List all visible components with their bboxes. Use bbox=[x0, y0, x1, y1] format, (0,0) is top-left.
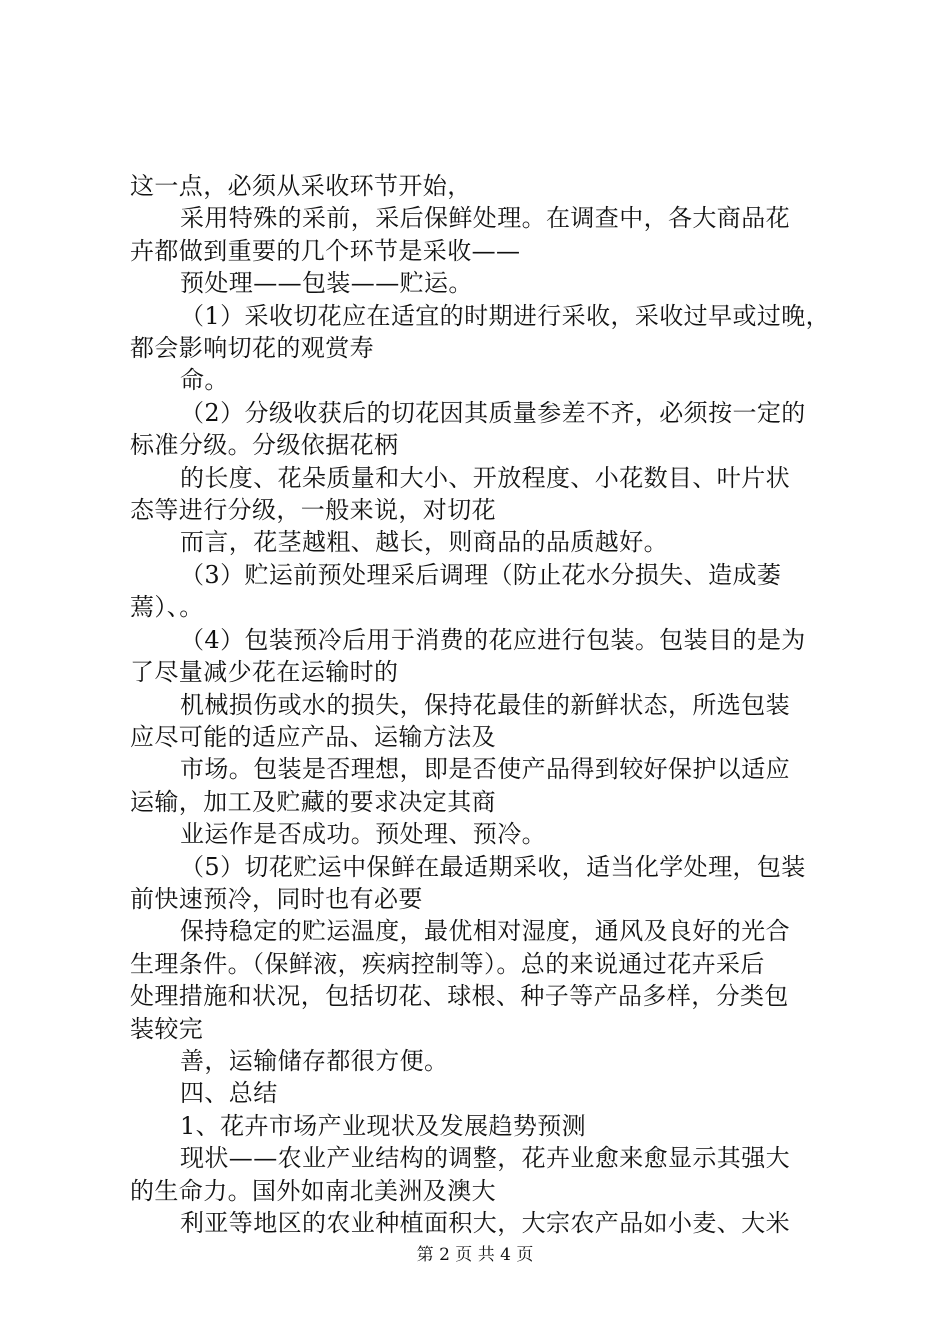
text-line: 蔫）、。 bbox=[130, 593, 204, 622]
text-line: 处理措施和状况，包括切花、球根、种子等产品多样，分类包 bbox=[130, 982, 789, 1011]
text-line: 善，运输储存都很方便。 bbox=[180, 1046, 449, 1075]
text-line: 命。 bbox=[180, 366, 229, 395]
text-line: （3）贮运前预处理采后调理（防止花水分损失、造成萎 bbox=[180, 560, 782, 589]
page-footer: 第 2 页 共 4 页 bbox=[416, 1245, 534, 1265]
text-line: 生理条件。（保鲜液，疾病控制等）。总的来说通过花卉采后 bbox=[130, 949, 765, 978]
text-line: 市场。包装是否理想，即是否使产品得到较好保护以适应 bbox=[180, 755, 790, 784]
text-line: （1）采收切花应在适宜的时期进行采收，采收过早或过晚， bbox=[180, 301, 831, 330]
text-line: 业运作是否成功。预处理、预冷。 bbox=[180, 820, 546, 849]
text-line: 四、总结 bbox=[180, 1079, 278, 1108]
text-line: 前快速预冷，同时也有必要 bbox=[130, 884, 423, 913]
text-line: （4）包装预冷后用于消费的花应进行包装。包装目的是为 bbox=[180, 625, 806, 654]
text-line: 标准分级。分级依据花柄 bbox=[130, 431, 399, 460]
text-line: 应尽可能的适应产品、运输方法及 bbox=[130, 722, 496, 751]
text-line: 采用特殊的采前，采后保鲜处理。在调查中，各大商品花 bbox=[180, 204, 790, 233]
text-line: 装较完 bbox=[130, 1014, 204, 1043]
text-line: 了尽量减少花在运输时的 bbox=[130, 658, 399, 687]
text-line: 这一点，必须从采收环节开始， bbox=[130, 172, 472, 200]
text-line: 现状——农业产业结构的调整，花卉业愈来愈显示其强大 bbox=[180, 1144, 790, 1173]
text-line: （5）切花贮运中保鲜在最适期采收，适当化学处理，包装 bbox=[180, 852, 806, 881]
document-body bbox=[130, 170, 835, 1239]
text-line: 态等进行分级，一般来说，对切花 bbox=[130, 496, 496, 525]
text-line: 保持稳定的贮运温度，最优相对湿度，通风及良好的光合 bbox=[180, 917, 790, 946]
text-line: 而言，花茎越粗、越长，则商品的品质越好。 bbox=[180, 528, 668, 557]
text-line: 1、花卉市场产业现状及发展趋势预测 bbox=[180, 1111, 587, 1140]
text-line: 都会影响切花的观赏寿 bbox=[130, 334, 374, 363]
text-line: （2）分级收获后的切花因其质量参差不齐，必须按一定的 bbox=[180, 398, 806, 427]
text-line: 的长度、花朵质量和大小、开放程度、小花数目、叶片状 bbox=[180, 463, 790, 492]
text-line: 机械损伤或水的损失，保持花最佳的新鲜状态，所选包装 bbox=[180, 690, 790, 719]
text-line: 运输，加工及贮藏的要求决定其商 bbox=[130, 787, 496, 816]
text-line: 预处理——包装——贮运。 bbox=[180, 269, 473, 298]
text-line: 利亚等地区的农业种植面积大，大宗农产品如小麦、大米 bbox=[180, 1209, 790, 1237]
text-line: 的生命力。国外如南北美洲及澳大 bbox=[130, 1176, 496, 1205]
text-line: 卉都做到重要的几个环节是采收—— bbox=[130, 236, 521, 265]
